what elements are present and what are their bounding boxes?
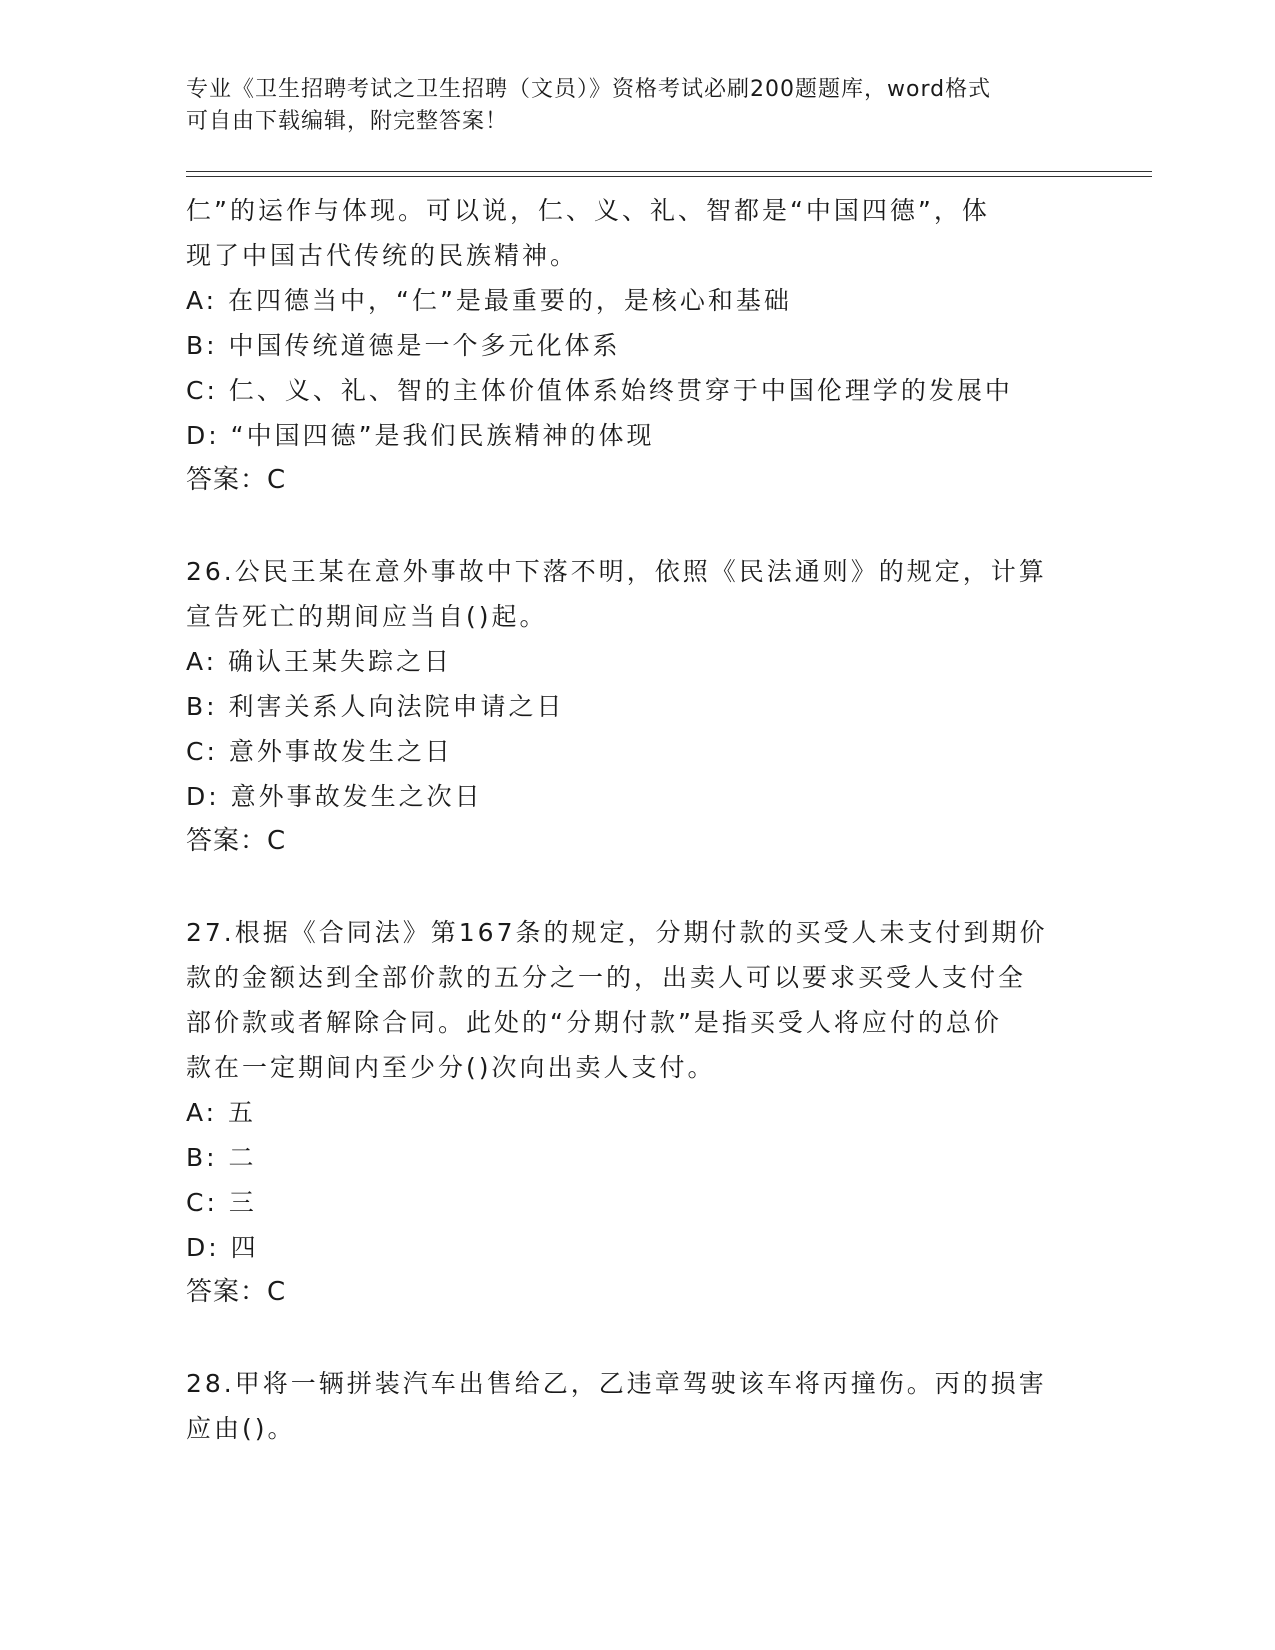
option-c: C: 意外事故发生之日 [186, 737, 453, 766]
question-28 [186, 1361, 1086, 1451]
question-text-line: 27.根据《合同法》第167条的规定，分期付款的买受人未支付到期价 [186, 918, 1048, 947]
question-text-line: 款在一定期间内至少分()次向出卖人支付。 [186, 1053, 716, 1082]
header-divider-bottom [186, 176, 1152, 177]
question-text-line: 28.甲将一辆拼装汽车出售给乙，乙违章驾驶该车将丙撞伤。丙的损害 [186, 1369, 1047, 1398]
option-b: B: 利害关系人向法院申请之日 [186, 692, 565, 721]
option-d: D: 意外事故发生之次日 [186, 782, 483, 811]
question-text-line: 款的金额达到全部价款的五分之一的，出卖人可以要求买受人支付全 [186, 963, 1027, 992]
option-b: B: 中国传统道德是一个多元化体系 [186, 331, 621, 360]
question-text-line: 应由()。 [186, 1414, 296, 1443]
question-text-line: 仁”的运作与体现。可以说，仁、义、礼、智都是“中国四德”，体 [186, 196, 990, 225]
answer-line: 答案：C [186, 1277, 287, 1307]
question-25-continued [186, 188, 1086, 503]
option-a: A: 五 [186, 1098, 257, 1127]
header-divider-top [186, 171, 1152, 172]
header-line-1: 专业《卫生招聘考试之卫生招聘（文员）》资格考试必刷200题题库，word格式 [186, 77, 992, 102]
question-26 [186, 549, 1086, 864]
question-text-line: 宣告死亡的期间应当自()起。 [186, 602, 548, 631]
option-a: A: 确认王某失踪之日 [186, 647, 453, 676]
question-list [186, 188, 1086, 1451]
question-text-line: 26.公民王某在意外事故中下落不明，依照《民法通则》的规定，计算 [186, 557, 1047, 586]
header-line-2: 可自由下载编辑，附完整答案！ [186, 109, 509, 134]
question-text-line: 部价款或者解除合同。此处的“分期付款”是指买受人将应付的总价 [186, 1008, 1002, 1037]
question-text-line: 现了中国古代传统的民族精神。 [186, 241, 579, 270]
answer-line: 答案：C [186, 465, 287, 495]
question-27 [186, 910, 1086, 1315]
option-a: A: 在四德当中，“仁”是最重要的，是核心和基础 [186, 286, 792, 315]
option-c: C: 三 [186, 1188, 257, 1217]
option-d: D: “中国四德”是我们民族精神的体现 [186, 421, 655, 450]
option-d: D: 四 [186, 1233, 259, 1262]
document-header [186, 74, 1066, 138]
option-b: B: 二 [186, 1143, 257, 1172]
option-c: C: 仁、义、礼、智的主体价值体系始终贯穿于中国伦理学的发展中 [186, 376, 1013, 405]
answer-line: 答案：C [186, 826, 287, 856]
